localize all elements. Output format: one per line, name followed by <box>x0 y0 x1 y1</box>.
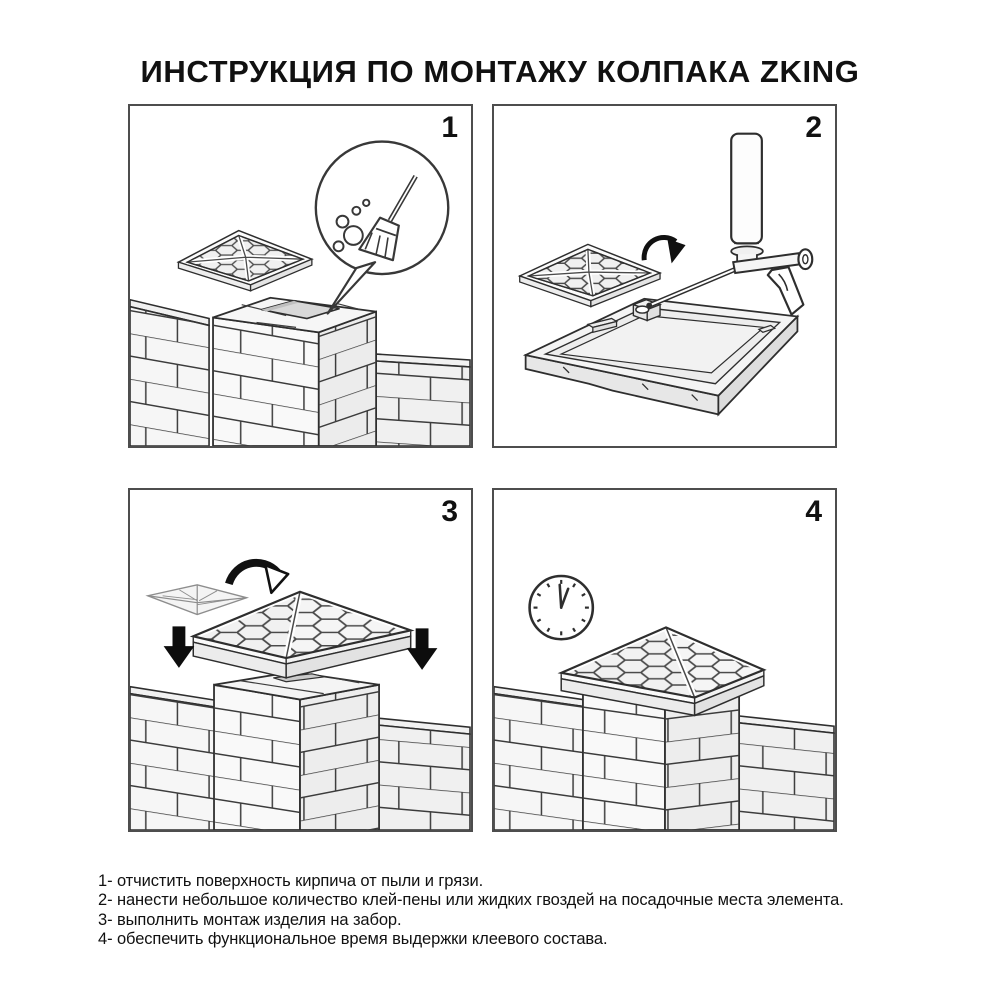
step4-drawing <box>494 490 835 830</box>
pillar-cap <box>178 231 311 291</box>
brick-wall-left <box>494 687 583 830</box>
rotate-arrow-icon <box>644 238 685 263</box>
instruction-line-1: 1- отчистить поверхность кирпича от пыли и грязи. <box>98 872 484 890</box>
panel-step-1 <box>128 104 473 448</box>
brick-wall-left <box>130 687 217 830</box>
brick-pillar <box>213 298 376 446</box>
instruction-line-3: 3- выполнить монтаж изделия на забор. <box>98 910 402 929</box>
foam-gun-icon <box>636 134 812 315</box>
step3-drawing <box>130 490 471 830</box>
brick-wall-left <box>130 300 209 446</box>
step2-drawing <box>494 106 835 446</box>
panel-step-2 <box>492 104 837 448</box>
flipped-cap-small <box>148 585 247 615</box>
instruction-line-4: 4- обеспечить функциональное время выдержки клеевого состава. <box>98 930 608 949</box>
flipped-cap-tray <box>526 299 798 415</box>
instruction-line-2: 2- нанести небольшое количество клей-пены или жидких гвоздей на посадочные места элемента. <box>98 891 844 910</box>
step-number: 4 <box>805 495 822 528</box>
step-number: 1 <box>441 111 458 144</box>
instruction-list <box>98 872 844 950</box>
brick-pillar <box>214 672 379 830</box>
down-arrow-icon <box>164 626 195 668</box>
brick-wall-right <box>724 714 834 830</box>
panel-step-4 <box>492 488 837 832</box>
step-number: 3 <box>441 495 458 528</box>
brick-wall-right <box>376 354 470 446</box>
flip-arrow-icon <box>229 563 288 593</box>
page-title: ИНСТРУКЦИЯ ПО МОНТАЖУ КОЛПАКА ZKING <box>140 53 860 89</box>
panel-step-3 <box>128 488 473 832</box>
step1-drawing <box>130 106 471 446</box>
pillar-cap-small <box>520 244 660 306</box>
step-number: 2 <box>805 111 822 144</box>
clock-icon <box>530 576 593 639</box>
